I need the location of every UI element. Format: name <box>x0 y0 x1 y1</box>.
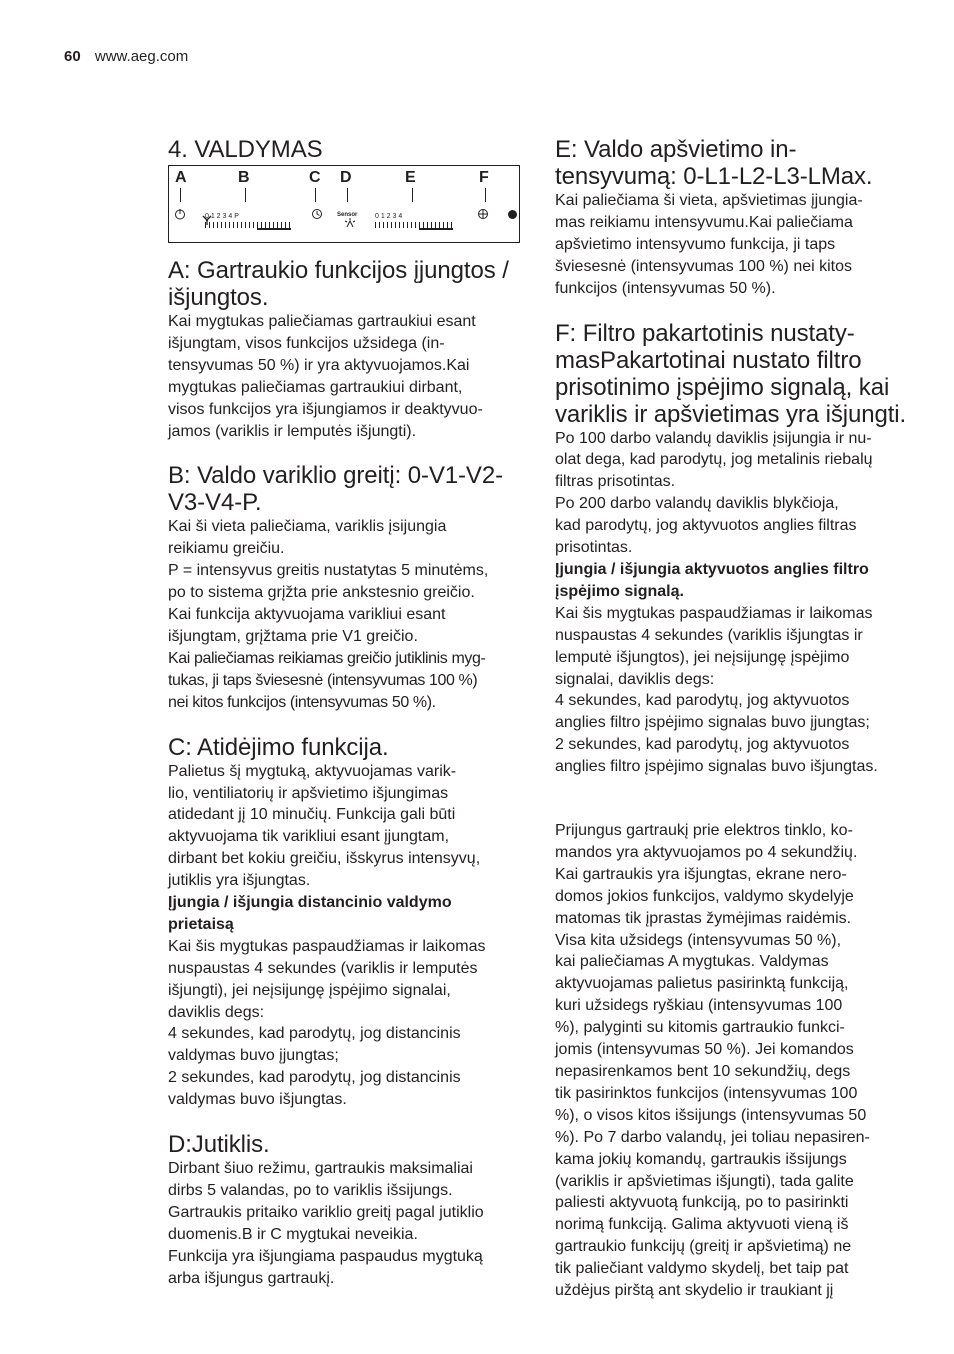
left-column <box>168 136 528 1310</box>
control-panel-diagram <box>168 165 520 243</box>
text-line: jamos (variklis ir lemputės išjungti). <box>168 422 417 440</box>
text-line: olat dega, kad parodytų, jog metalinis riebalų <box>555 451 873 469</box>
pointer-line-d <box>347 188 348 202</box>
panel-label-d: D <box>340 169 352 186</box>
text-line: (variklis ir apšvietimas išjungti), tada galite <box>555 1172 854 1190</box>
text-line: lio, ventiliatorių ir apšvietimo išjungimas <box>168 784 449 802</box>
pointer-line-c <box>315 188 316 202</box>
text-line: uždėjus pirštą ant skydelio ir traukiant jį <box>555 1282 834 1300</box>
closing-text <box>555 820 915 1302</box>
text-line: aktyvuojamas palietus pasirinktą funkciją, <box>555 975 849 993</box>
text-line: jutiklis yra išjungtas. <box>168 872 311 890</box>
text-line: išjungtam, visos funkcijos užsidega (in- <box>168 334 445 352</box>
text-line: mygtukas paliečiamas gartraukiui dirbant, <box>168 378 463 396</box>
panel-label-e: E <box>405 169 416 186</box>
text-line: atidedant jį 10 minučių. Funkcija gali būti <box>168 806 456 824</box>
speed-scale: 0 1 2 3 4 P <box>205 213 239 220</box>
text-line: dirbant bet kokiu greičiu, išskyrus intensyvų, <box>168 850 481 868</box>
text-line: filtras prisotintas. <box>555 473 676 491</box>
panel-label-a: A <box>175 169 187 186</box>
text-d <box>168 1158 528 1289</box>
sensor-label: Sensor <box>337 212 358 218</box>
text-line: apšvietimo intensyvumo funkcija, ji taps <box>555 235 836 253</box>
panel-label-b: B <box>238 169 250 186</box>
text-a <box>168 311 528 442</box>
text-line: daviklis degs: <box>168 1003 265 1021</box>
pointer-line-f <box>485 188 486 202</box>
light-icon <box>344 218 356 233</box>
text-line: mandos yra aktyvuojamos po 4 sekundžių. <box>555 843 858 861</box>
timer-icon <box>311 208 323 223</box>
section-d <box>168 1131 528 1289</box>
text-line: tik pasirinktos funkcijos (intensyvumas 100 <box>555 1084 858 1102</box>
text-line: lemputė išjungtos), jei neįsijungę įspėjimo <box>555 648 850 666</box>
text-line: Kai ši vieta paliečiama, variklis įsijungia <box>168 518 447 536</box>
text-line: matomas tik įprastas žymėjimas raidėmis. <box>555 909 852 927</box>
text-line: prisotintas. <box>555 539 633 557</box>
text-line: Kai šis mygtukas paspaudžiamas ir laikomas <box>555 604 873 622</box>
text-line: Kai šis mygtukas paspaudžiamas ir laikomas <box>168 937 486 955</box>
section-e <box>555 136 915 300</box>
bold-text-line: Įjungia / išjungia distancinio valdymo <box>168 894 452 912</box>
text-line: kuri užsidegs ryškiau (intensyvumas 100 <box>555 997 843 1015</box>
text-line: Visa kita užsidegs (intensyvumas 50 %), <box>555 931 842 949</box>
text-line: kad parodytų, jog aktyvuotos anglies filtras <box>555 517 857 535</box>
bold-text-line: prietaisą <box>168 915 234 933</box>
pointer-line-e <box>412 188 413 202</box>
text-line: Kai gartraukis yra išjungtas, ekrane nero- <box>555 865 847 883</box>
text-line: gartraukio funkcijų (greitį ir apšvietimą) ne <box>555 1238 852 1256</box>
text-line: tik paliečiant valdymo skydelį, bet taip pat <box>555 1260 849 1278</box>
text-line: duomenis.B ir C mygtukai neveikia. <box>168 1225 418 1243</box>
text-line: nepasirenkamos bent 10 sekundžių, degs <box>555 1063 851 1080</box>
text-line: mas reikiamu intensyvumu.Kai paliečiama <box>555 213 853 231</box>
text-line: 4 sekundes, kad parodytų, jog distancinis <box>168 1025 461 1043</box>
text-line: jomis (intensyvumas 50 %). Jei komandos <box>555 1041 854 1059</box>
text-line: Kai mygtukas paliečiamas gartraukiui esant <box>168 313 476 330</box>
text-c <box>168 761 528 1112</box>
power-icon <box>174 208 186 223</box>
section-f <box>555 320 915 779</box>
pointer-line-b <box>245 188 246 202</box>
panel-label-f: F <box>479 169 489 186</box>
text-line: valdymas buvo išjungtas. <box>168 1091 347 1109</box>
text-line: %), o visos kitos išsijungs (intensyvumas 50 <box>555 1106 867 1124</box>
text-line: arba išjungus gartraukį. <box>168 1269 335 1287</box>
text-line: visos funkcijos yra išjungiamos ir deaktyvuo- <box>168 400 483 418</box>
text-line: išjungti), jei neįsijungę įspėjimo signalai, <box>168 981 451 999</box>
bold-text-line: Įjungia / išjungia aktyvuotos anglies filtro <box>555 560 869 578</box>
text-line: domos jokios funkcijos, valdymo skydelyje <box>555 887 854 905</box>
text-line: Kai paliečiamas reikiamas greičio jutiklinis myg- <box>168 649 486 667</box>
text-line: Po 100 darbo valandų daviklis įsijungia ir nu- <box>555 429 872 447</box>
speed-bar <box>257 228 291 230</box>
text-line: tukas, ji taps šviesesnė (intensyvumas 100 %) <box>168 671 478 689</box>
text-line: reikiamu greičiu. <box>168 540 285 558</box>
text-line: paliesti aktyvuotą funkciją, po to pasirinkti <box>555 1194 849 1212</box>
heading-c: C: Atidėjimo funkcija. <box>168 733 389 761</box>
heading-a: A: Gartraukio funkcijos įjungtos / išjungtos. <box>168 257 509 311</box>
light-bar <box>419 228 453 230</box>
light-scale: 0 1 2 3 4 <box>375 213 403 220</box>
text-b <box>168 516 528 713</box>
text-line: kai paliečiamas A mygtukas. Valdymas <box>555 953 829 971</box>
text-line: valdymas buvo įjungtas; <box>168 1047 339 1065</box>
right-column <box>555 136 915 1302</box>
text-line: Kai funkcija aktyvuojama varikliui esant <box>168 606 446 624</box>
text-line: anglies filtro įspėjimo signalas buvo išjungtas. <box>555 758 878 776</box>
text-line: Po 200 darbo valandų daviklis blykčioja, <box>555 495 839 513</box>
text-line: šviesesnė (intensyvumas 100 %) nei kitos <box>555 257 853 275</box>
bold-text-line: įspėjimo signalą. <box>555 582 684 600</box>
text-f <box>555 428 915 779</box>
text-line: kama jokių komandų, gartraukis išsijungs <box>555 1150 847 1168</box>
text-line: Palietus šį mygtuką, aktyvuojamas varik- <box>168 762 457 780</box>
filter-icon <box>477 208 489 223</box>
spacer <box>555 798 915 820</box>
page-number: 60 <box>64 48 81 65</box>
text-line: išjungtam, grįžtama prie V1 greičio. <box>168 627 418 645</box>
text-line: anglies filtro įspėjimo signalas buvo įjungtas; <box>555 714 870 732</box>
text-line: 4 sekundes, kad parodytų, jog aktyvuotos <box>555 692 850 710</box>
heading-b: B: Valdo variklio greitį: 0-V1-V2-V3-V4-P. <box>168 462 503 517</box>
site-url: www.aeg.com <box>94 48 189 65</box>
heading-f: F: Filtro pakartotinis nustaty- masPakartotinai nustato filtro prisotinimo įspėjimo signalą, kai variklis ir apšvietimas yra išjungti. <box>555 319 907 428</box>
panel-label-c: C <box>309 169 321 186</box>
text-line: %). Po 7 darbo valandų, jei toliau nepasiren- <box>555 1128 870 1146</box>
heading-d: D:Jutiklis. <box>168 1131 270 1159</box>
text-line: po to sistema grįžta prie ankstesnio greičio. <box>168 584 475 602</box>
text-line: Kai paliečiama ši vieta, apšvietimas įjungia- <box>555 192 863 209</box>
text-line: nuspaustas 4 sekundes (variklis išjungtas ir <box>555 626 863 644</box>
pointer-line-a <box>180 188 181 202</box>
section-title: 4. VALDYMAS <box>168 136 323 163</box>
text-line: dirbs 5 valandas, po to variklis išsijungs. <box>168 1182 453 1199</box>
text-line: Dirbant šiuo režimu, gartraukis maksimaliai <box>168 1160 473 1178</box>
text-line: Prijungus gartraukį prie elektros tinklo, ko- <box>555 822 853 840</box>
text-line: 2 sekundes, kad parodytų, jog aktyvuotos <box>555 736 850 754</box>
text-line: Gartraukis pritaiko variklio greitį pagal jutiklio <box>168 1203 484 1221</box>
text-line: Funkcija yra išjungiama paspaudus mygtuką <box>168 1247 483 1265</box>
text-line: nuspaustas 4 sekundes (variklis ir lemputės <box>168 959 478 977</box>
text-line: norimą funkciją. Galima aktyvuoti vieną iš <box>555 1216 849 1234</box>
heading-e: E: Valdo apšvietimo in- tensyvumą: 0-L1-L2-L3-LMax. <box>555 136 873 190</box>
indicator-dot <box>508 210 517 219</box>
text-line: P = intensyvus greitis nustatytas 5 minutėms, <box>168 562 489 580</box>
text-line: signalai, daviklis degs: <box>555 670 715 688</box>
section-a <box>168 257 528 442</box>
text-line: funkcijos (intensyvumas 50 %). <box>555 279 776 297</box>
page-header <box>64 48 188 65</box>
section-b <box>168 462 528 713</box>
text-line: 2 sekundes, kad parodytų, jog distancinis <box>168 1069 461 1087</box>
text-line: aktyvuojama tik varikliui esant įjungtam, <box>168 828 450 846</box>
section-c <box>168 734 528 1112</box>
text-e <box>555 190 915 300</box>
text-line: nei kitos funkcijos (intensyvumas 50 %). <box>168 693 436 711</box>
text-line: tensyvumas 50 %) ir yra aktyvuojamos.Kai <box>168 356 470 374</box>
text-line: %), palyginti su kitomis gartraukio funkci- <box>555 1019 845 1037</box>
